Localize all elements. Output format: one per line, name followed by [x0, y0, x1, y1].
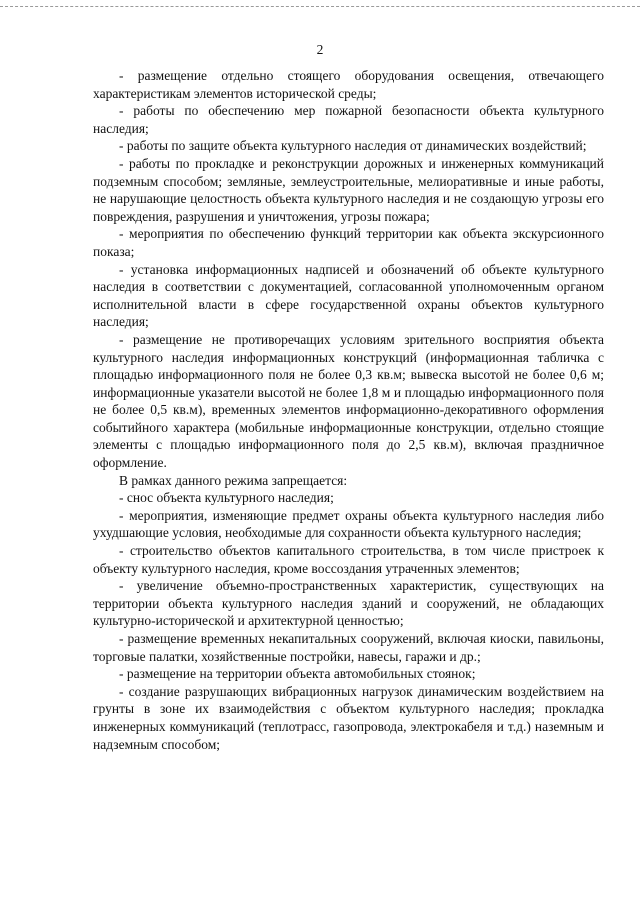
paragraph: - размещение на территории объекта автомобильных стоянок;	[119, 666, 476, 682]
page-number: 2	[316, 42, 324, 57]
paragraph: - снос объекта культурного наследия;	[119, 490, 334, 506]
paragraph: - увеличение объемно-пространственных характеристик, существующих на территории объекта культурного наследия зданий и сооружений, не обладающих культурно-исторической и архитектурной ценностью;	[93, 578, 604, 629]
paragraph: - работы по обеспечению мер пожарной безопасности объекта культурного наследия;	[93, 103, 604, 136]
paragraph: - размещение временных некапитальных сооружений, включая киоски, павильоны, торговые палатки, хозяйственные постройки, навесы, гаражи и др.;	[93, 631, 604, 664]
paragraph: - работы по защите объекта культурного наследия от динамических воздействий;	[119, 138, 587, 154]
scan-top-edge-line	[0, 6, 640, 7]
paragraph: - мероприятия по обеспечению функций территории как объекта экскурсионного показа;	[93, 226, 604, 259]
paragraph: - размещение отдельно стоящего оборудования освещения, отвечающего характеристикам элементов исторической среды;	[93, 68, 604, 101]
paragraph: - работы по прокладке и реконструкции дорожных и инженерных коммуникаций подземным способом; земляные, землеустроительные, мелиоративные и иные работы, не нарушающие целостность объекта культурного наследия и не создающую угрозы его повреждения, разрушения и уничтожения, угрозы пожара;	[93, 155, 604, 224]
paragraph: - установка информационных надписей и обозначений об объекте культурного наследия в соответствии с документацией, согласованной уполномоченным органом исполнительной власти в сфере государственной охраны объектов культурного наследия;	[93, 261, 604, 330]
document-body	[93, 67, 604, 753]
paragraph: - создание разрушающих вибрационных нагрузок динамическим воздействием на грунты в зоне их взаимодействия с объектом культурного наследия; прокладка инженерных коммуникаций (теплотрасс, газопровода, электрокабеля и т.д.) наземным и надземным способом;	[93, 683, 604, 752]
paragraph: - мероприятия, изменяющие предмет охраны объекта культурного наследия либо ухудшающие условия, необходимые для сохранности объекта культурного наследия;	[93, 507, 604, 541]
paragraph: - строительство объектов капитального строительства, в том числе пристроек к объекту культурного наследия, кроме воссоздания утраченных элементов;	[93, 543, 604, 576]
section-intro: В рамках данного режима запрещается:	[119, 472, 348, 488]
paragraph: - размещение не противоречащих условиям зрительного восприятия объекта культурного наследия информационных конструкций (информационная табличка с площадью информационного поля не более 0,3 кв.м; вывеска высотой не более 0,6 м; информационные указатели высотой не более 1,8 м и площадью информационного поля не более 0,5 кв.м), временных элементов информационно-декоративного оформления событийного характера (мобильные информационные конструкции, отдельно стоящие элементы с площадью информационного поля до 2,5 кв.м), включая праздничное оформление.	[93, 331, 604, 471]
